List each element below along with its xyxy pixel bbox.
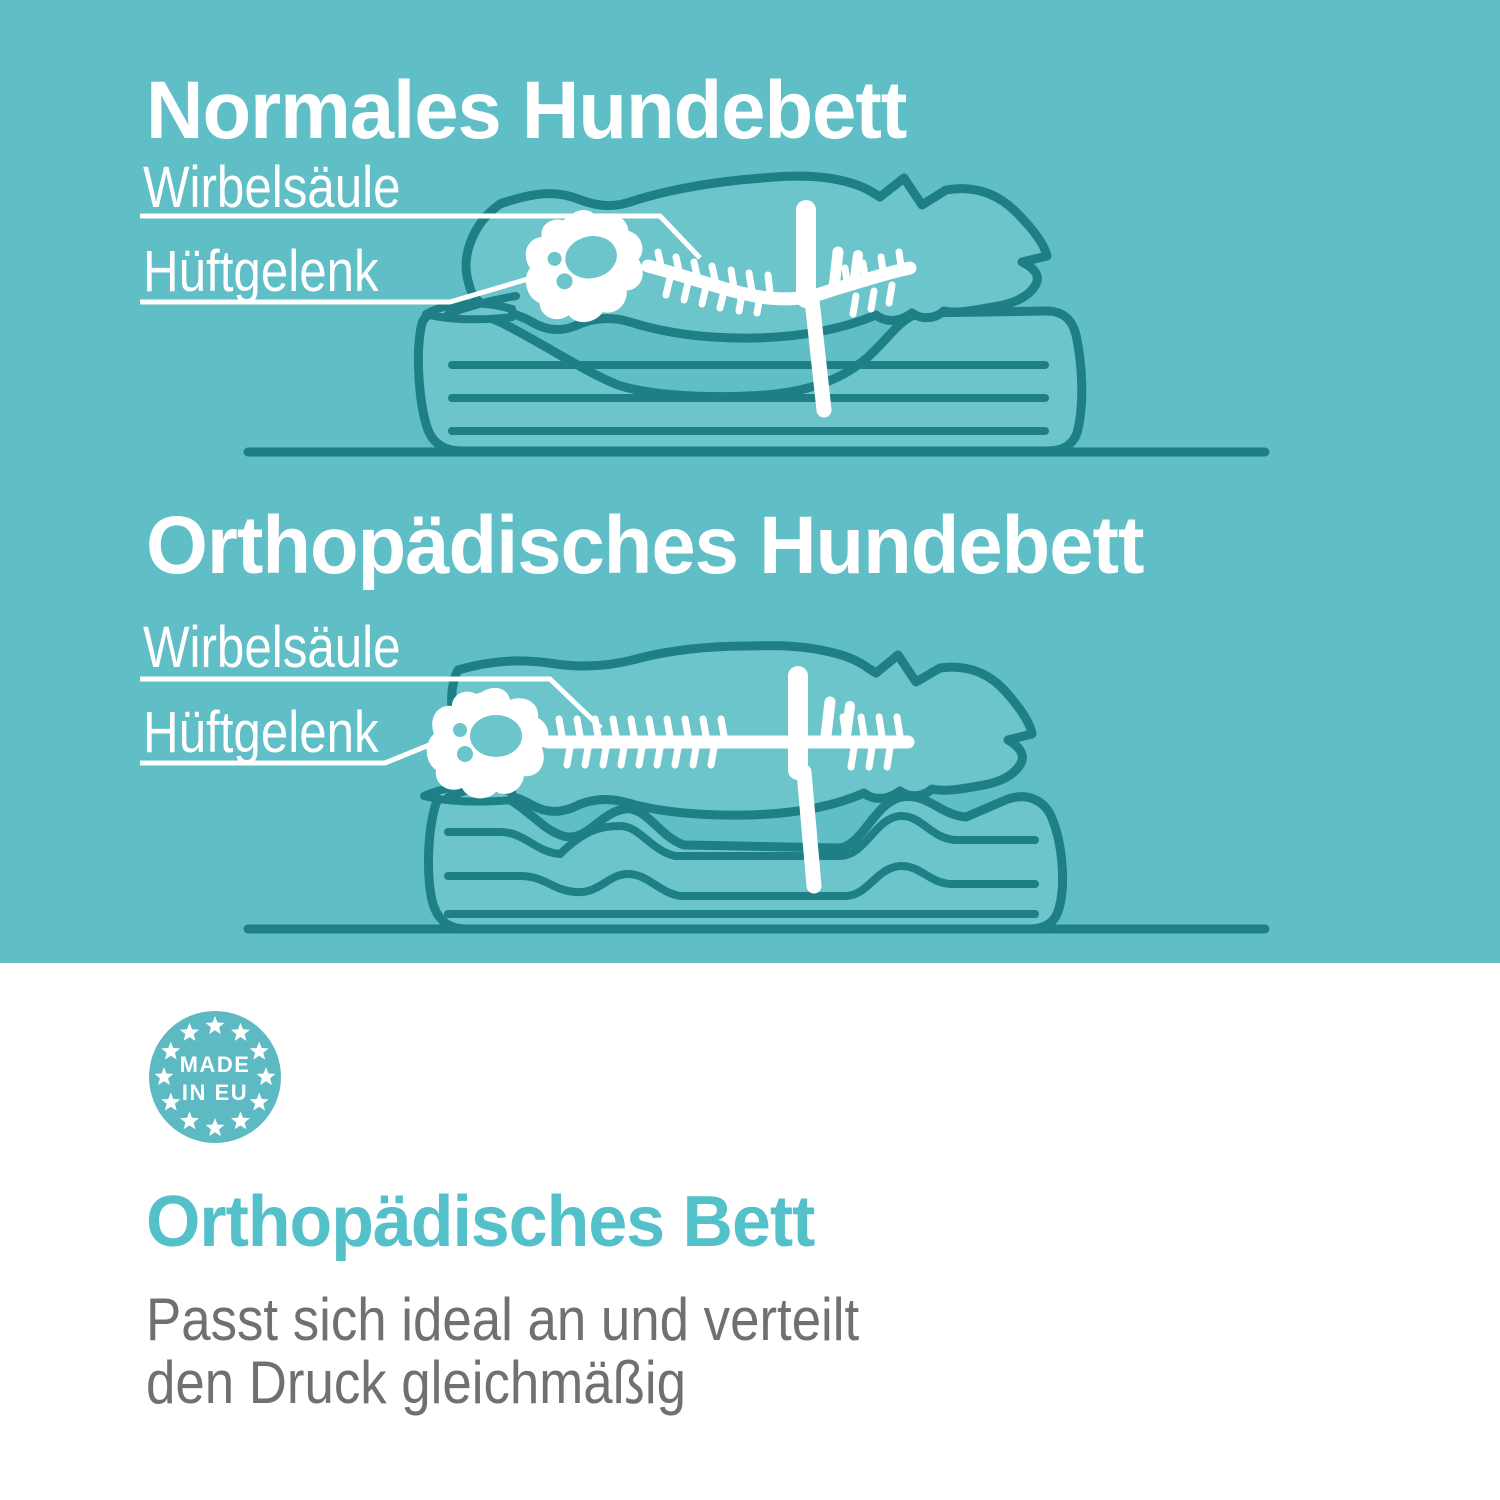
label-spine-normal: Wirbelsäule <box>143 155 401 220</box>
label-hip-normal: Hüftgelenk <box>143 239 379 304</box>
illustration-orthopedic-bed <box>140 646 1265 929</box>
label-spine-orthopedic: Wirbelsäule <box>143 615 401 680</box>
footer-heading: Orthopädisches Bett <box>146 1182 815 1262</box>
footer-description-line1: Passt sich ideal an und verteilt <box>146 1286 860 1353</box>
badge-text-line2: IN EU <box>181 1080 249 1105</box>
label-hip-orthopedic: Hüftgelenk <box>143 700 379 765</box>
badge-text-line1: MADE <box>179 1052 251 1077</box>
title-normal-bed: Normales Hundebett <box>146 65 907 156</box>
footer-description-line2: den Druck gleichmäßig <box>146 1349 686 1416</box>
made-in-eu-badge <box>149 1011 281 1143</box>
footer-description <box>146 1288 859 1414</box>
title-orthopedic-bed: Orthopädisches Hundebett <box>146 500 1144 591</box>
